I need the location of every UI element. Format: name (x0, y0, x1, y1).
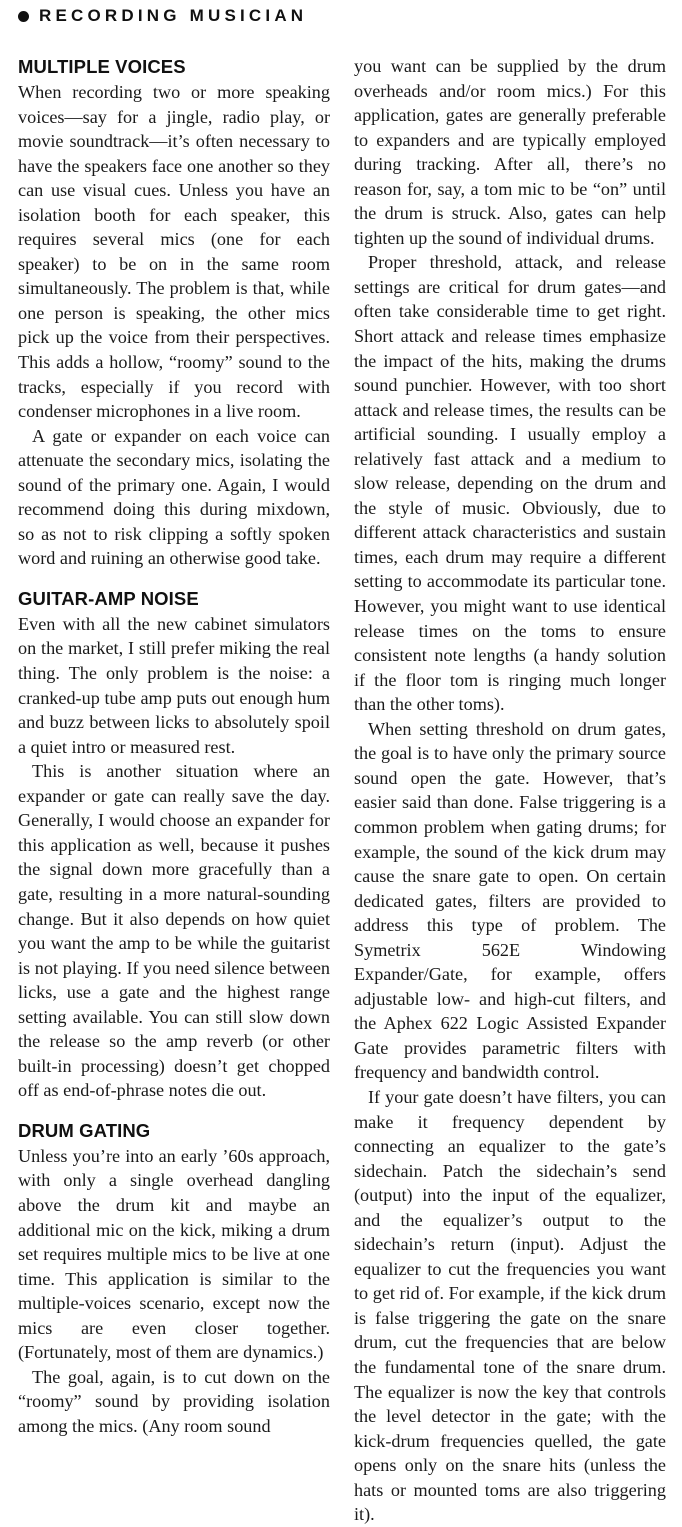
right-column (354, 54, 666, 1527)
section-multiple-voices (18, 56, 330, 571)
paragraph: If your gate doesn’t have filters, you can make it frequency dependent by connecting an equalizer to the gate’s sidechain. Patch the sidechain’s send (output) into the input of the equalizer, and the equalizer’s output to the sidechain’s return (input). Adjust the equalizer to cut the frequencies you want to get rid of. For example, if the kick drum is false triggering the gate on the snare drum, cut the frequencies that are below the fundamental tone of the snare drum. The equalizer is now the key that controls the level detector in the gate; with the kick-drum frequencies quelled, the gate opens only on the snare hits (unless the hats or mounted toms are also triggering it). (354, 1086, 666, 1525)
publication-title: RECORDING MUSICIAN (39, 6, 308, 25)
section-heading: DRUM GATING (18, 1119, 151, 1141)
paragraph: When recording two or more speaking voices—say for a jingle, radio play, or movie soundtrack—it’s often necessary to have the speakers face one another so they can use visual cues. Unless you have an isolation booth for each speaker, this requires several mics (one for each speaker) to be on in the same room simultaneously. The problem is that, while one person is speaking, the other mics pick up the voice from their perspectives. This adds a hollow, “roomy” sound to the tracks, especially if you record with condenser microphones in a live room. (18, 82, 330, 422)
section-spacer (18, 1103, 330, 1120)
paragraph: This is another situation where an expander or gate can really save the day. Generally, I would choose an expander for this application as well, because it pushes the signal down more gracefully than a gate, resulting in a more natural-sounding change. But it also depends on how quiet you want the amp to be while the guitarist is not playing. If you need silence between licks, use a gate and the highest range setting available. You can still slow down the release so the amp reverb (or other built-in processing) doesn’t get chopped off as end-of-phrase notes die out. (18, 761, 330, 1101)
section-drum-gating (18, 1120, 330, 1439)
paragraph: The goal, again, is to cut down on the “roomy” sound by providing isolation among the mics. (Any room sound (18, 1366, 330, 1436)
paragraph: A gate or expander on each voice can attenuate the secondary mics, isolating the sound of the primary one. Again, I would recommend doing this during mixdown, so as not to risk clipping a softly spoken word and ruining an otherwise good take. (18, 425, 330, 569)
running-head (18, 6, 307, 26)
section-spacer (18, 571, 330, 588)
paragraph: When setting threshold on drum gates, the goal is to have only the primary source sound open the gate. However, that’s easier said than done. False triggering is a common problem when gating drums; for example, the sound of the kick drum may cause the snare gate to open. On certain dedicated gates, filters are provided to address this type of problem. The Symetrix 562E Windowing Expander/Gate, for example, offers adjustable low- and high-cut filters, and the Aphex 622 Logic Assisted Expander Gate provides parametric filters with frequency and bandwidth control. (354, 718, 666, 1083)
paragraph: Unless you’re into an early ’60s approach, with only a single overhead dangling above the drum kit and maybe an additional mic on the kick, miking a drum set requires multiple mics to be live at one time. This application is similar to the multiple-voices scenario, except now the mics are even closer together. (Fortunately, most of them are dynamics.) (18, 1145, 330, 1363)
bullet-icon (18, 11, 29, 22)
left-column (18, 56, 330, 1438)
section-heading: MULTIPLE VOICES (18, 56, 186, 77)
paragraph: Even with all the new cabinet simulators on the market, I still prefer miking the real thing. The only problem is the noise: a cranked-up tube amp puts out enough hum and buzz between licks to absolutely spoil a quiet intro or measured rest. (18, 613, 330, 757)
paragraph: you want can be supplied by the drum overheads and/or room mics.) For this application, gates are generally preferable to expanders and are typically employed during tracking. After all, there’s no reason for, say, a tom mic to be “on” until the drum is struck. Also, gates can help tighten up the sound of individual drums. (354, 56, 666, 248)
section-guitar-amp-noise (18, 588, 330, 1103)
paragraph: Proper threshold, attack, and release settings are critical for drum gates—and often take considerable time to get right. Short attack and release times emphasize the impact of the hits, making the drums sound punchier. However, with too short attack and release times, the results can be artificial sounding. I usually employ a relatively fast attack and a medium to slow release, depending on the drum and the style of music. Obviously, due to different attack characteristics and sustain times, each drum may require a different setting to accommodate its particular tone. However, you might want to use identical release times on the toms to ensure consistent note lengths (a handy solution if the floor tom is ringing much longer than the other toms). (354, 252, 666, 715)
section-heading: GUITAR-AMP NOISE (18, 587, 199, 609)
